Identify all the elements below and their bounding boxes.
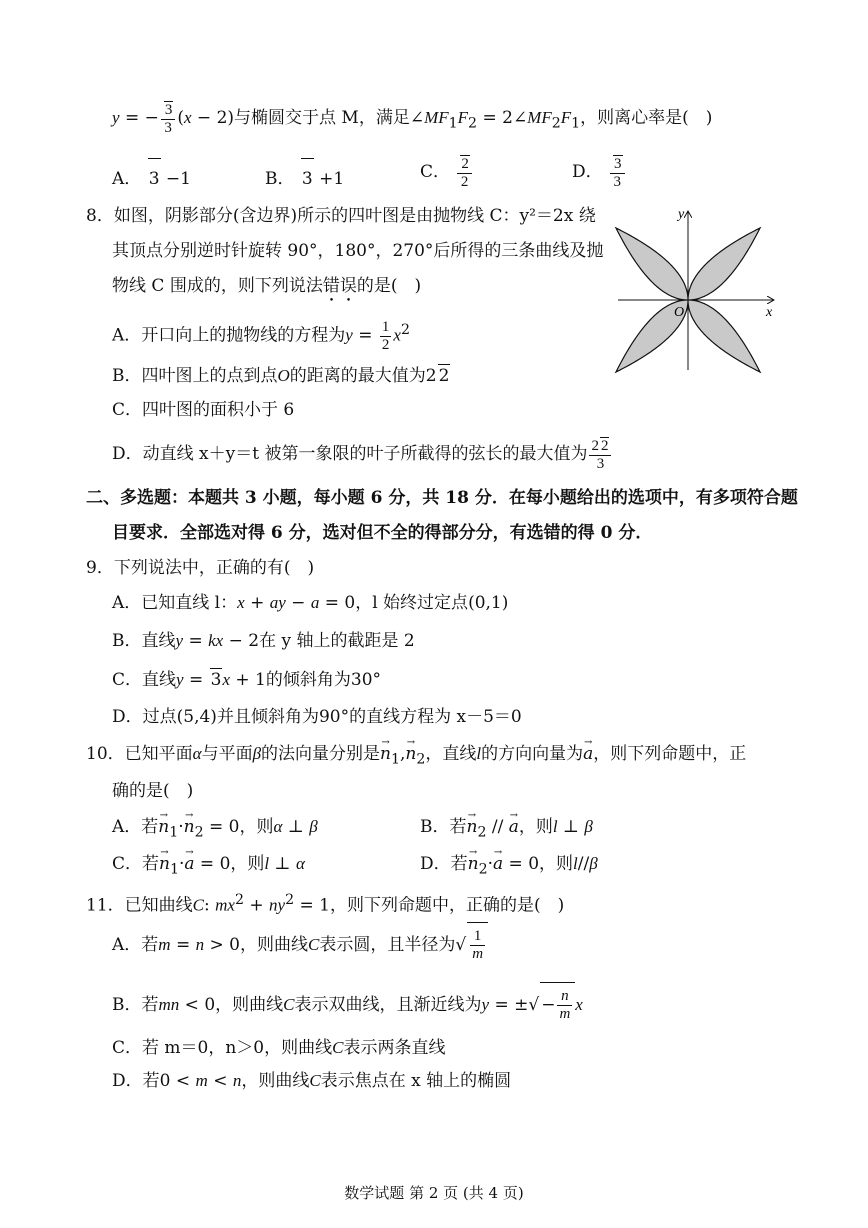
q10-line-2: 确的是( )	[112, 781, 194, 801]
q8-emphasis: 错误	[322, 276, 357, 296]
section2-line-2: 目要求．全部选对得 6 分，选对但不全的得部分分，有选错的得 0 分．	[112, 523, 653, 543]
q8-line-2: 其顶点分别逆时针旋转 90°，180°，270°后所得的三条曲线及抛	[112, 241, 604, 261]
q9-option-c: C．直线y = 3x + 1的倾斜角为30°	[112, 670, 382, 690]
q10-option-b: B．若→ $n_2$ // → a，则l ⊥ β	[420, 816, 593, 843]
q11-option-a: A．若m = n > 0，则曲线C表示圆，且半径为√ $\frac{1}{m}$	[112, 922, 488, 966]
q8-line-3: 物线 C 围成的，则下列说法错误的是( )	[112, 276, 422, 296]
q8-option-b: B．四叶图上的点到点O的距离的最大值为2 2	[112, 366, 450, 386]
q9-option-d: D．过点(5,4)并且倾斜角为90°的直线方程为 x－5＝0	[112, 707, 522, 727]
origin-label: O	[674, 305, 685, 320]
q8-option-c: C．四叶图的面积小于 6	[112, 400, 295, 420]
q11-option-c: C．若 m＝0，n＞0，则曲线C表示两条直线	[112, 1038, 446, 1058]
q11-stem: 11．已知曲线C: $mx^2 + ny^2 = 1$，则下列命题中，正确的是( )	[86, 892, 565, 916]
q10-option-a: A．若→ $n_1\cdot\to n_2 = 0$，则α ⊥ β	[112, 816, 318, 843]
q10-option-c: C．若→ $n_1\cdot\to a = 0$，则l ⊥ α	[112, 853, 305, 880]
q9-option-a: A．已知直线 l：x + ay − a = 0，l 始终过定点(0,1)	[112, 593, 509, 613]
page-footer: 数学试题 第 2 页 (共 4 页)	[344, 1184, 524, 1202]
section2-line-1: 二、多选题：本题共 3 小题，每小题 6 分，共 18 分．在每小题给出的选项中，有多项符合题	[86, 488, 798, 508]
four-leaf-figure	[608, 200, 788, 375]
q9-stem: 9．下列说法中，正确的有( )	[86, 558, 315, 578]
q7-option-b: B． 3 +1	[265, 158, 344, 198]
q7-condition-line: y = − $\frac{3}{3}$ (x − 2)与椭圆交于点 M，满足$\angle MF_1F_2$ = $2\angle MF_2F_1$，则离心率是( )	[112, 101, 713, 136]
q7-tail: ，则离心率是( )	[580, 108, 713, 128]
q8-option-d: D．动直线 x＋y＝t 被第一象限的叶子所截得的弦长的最大值为 $\frac{2 2}{3}$	[112, 432, 613, 476]
q7-option-d: D． $\frac{3}{3}$	[572, 148, 627, 196]
q11-option-b: B．若mn < 0，则曲线C表示双曲线，且渐近线为y = ±√ − $\frac{n}{m}$ x	[112, 982, 583, 1026]
x-axis-label: x	[766, 305, 773, 320]
q10-option-d: D．若→ $n_2\cdot\to a = 0$，则l//β	[420, 853, 598, 880]
q10-line-1: 10．已知平面α与平面β的法向量分别是→ $n_1,\to n_2$，直线l的方向向量为→ a，则下列命题中，正	[86, 743, 746, 770]
q11-option-d: D．若0 < m < n，则曲线C表示焦点在 x 轴上的椭圆	[112, 1071, 512, 1091]
q7-option-a: A． 3 −1	[112, 158, 191, 198]
q8-line-1: 8．如图，阴影部分(含边界)所示的四叶图是由抛物线 C：y²＝2x 绕	[86, 206, 596, 226]
q7-text: 与椭圆交于点 M，满足	[234, 108, 410, 128]
q7-option-c: C． $\frac{2}{2}$	[420, 148, 474, 196]
y-axis-label: y	[678, 207, 685, 222]
q8-option-a: A．开口向上的抛物线的方程为y = $\frac{1}{2}$ $x^2$	[112, 318, 410, 353]
q9-option-b: B．直线y = kx − 2在 y 轴上的截距是 2	[112, 631, 415, 651]
